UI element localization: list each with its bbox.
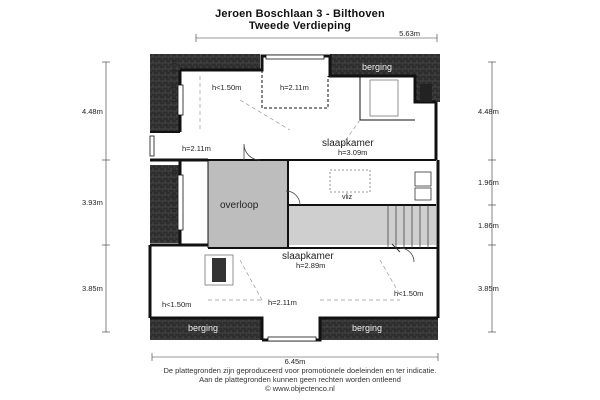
label-berging-bottom-right: berging (352, 323, 383, 333)
roof-top-left-strip (180, 54, 260, 70)
dryer (415, 188, 431, 200)
dim-left-2: 3.93m (82, 198, 103, 207)
label-slaapkamer-1-h: h=3.09m (338, 148, 368, 157)
label-slaapkamer-2: slaapkamer (282, 251, 334, 262)
label-vliz: vliz (342, 194, 353, 201)
label-overloop: overloop (220, 200, 259, 211)
window-top (266, 55, 324, 59)
label-slaapkamer-1: slaapkamer (322, 138, 374, 149)
skylight-3 (212, 258, 226, 282)
radiator (420, 84, 432, 102)
height-top-mid: h=2.11m (280, 83, 309, 92)
disclaimer-line-2: Aan de plattegronden kunnen geen rechten worden ontleend (199, 375, 401, 384)
dim-right-4: 3.85m (478, 284, 499, 293)
dim-bottom-width: 6.45m (284, 357, 306, 366)
height-top-left: h<1.50m (212, 83, 242, 92)
label-slaapkamer-2-h: h=2.89m (296, 261, 326, 270)
window-bottom (268, 337, 316, 341)
plan-subtitle: Tweede Verdieping (248, 20, 352, 32)
height-bottom-right: h<1.50m (394, 289, 424, 298)
dim-right-2: 1.96m (478, 178, 499, 187)
plan-title: Jeroen Boschlaan 3 - Bilthoven (215, 8, 385, 20)
label-berging-right-top: berging (362, 62, 393, 72)
height-bottom-left: h<1.50m (162, 300, 192, 309)
stair-landing (288, 205, 436, 245)
dim-left-1: 4.48m (82, 107, 103, 116)
disclaimer-line-1: De plattegronden zijn geproduceerd voor promotionele doeleinden en ter indicatie. (163, 366, 437, 375)
copyright-link[interactable]: © www.objectenco.nl (265, 384, 335, 393)
label-berging-left-mid: berging (170, 170, 179, 225)
dim-left-3: 3.85m (82, 284, 103, 293)
skylight-1 (370, 80, 398, 116)
label-berging-bottom-left: berging (188, 323, 219, 333)
washer (415, 172, 431, 186)
dim-top-width: 5.63m (399, 29, 420, 38)
height-bottom-mid: h=2.11m (268, 298, 297, 307)
label-berging-left-top: berging (170, 60, 179, 115)
dim-right-3: 1.86m (478, 221, 499, 230)
dim-right-1: 4.48m (478, 107, 499, 116)
height-mid-left: h=2.11m (182, 144, 211, 153)
window-left-small (150, 136, 154, 156)
vliz-box (330, 170, 370, 192)
